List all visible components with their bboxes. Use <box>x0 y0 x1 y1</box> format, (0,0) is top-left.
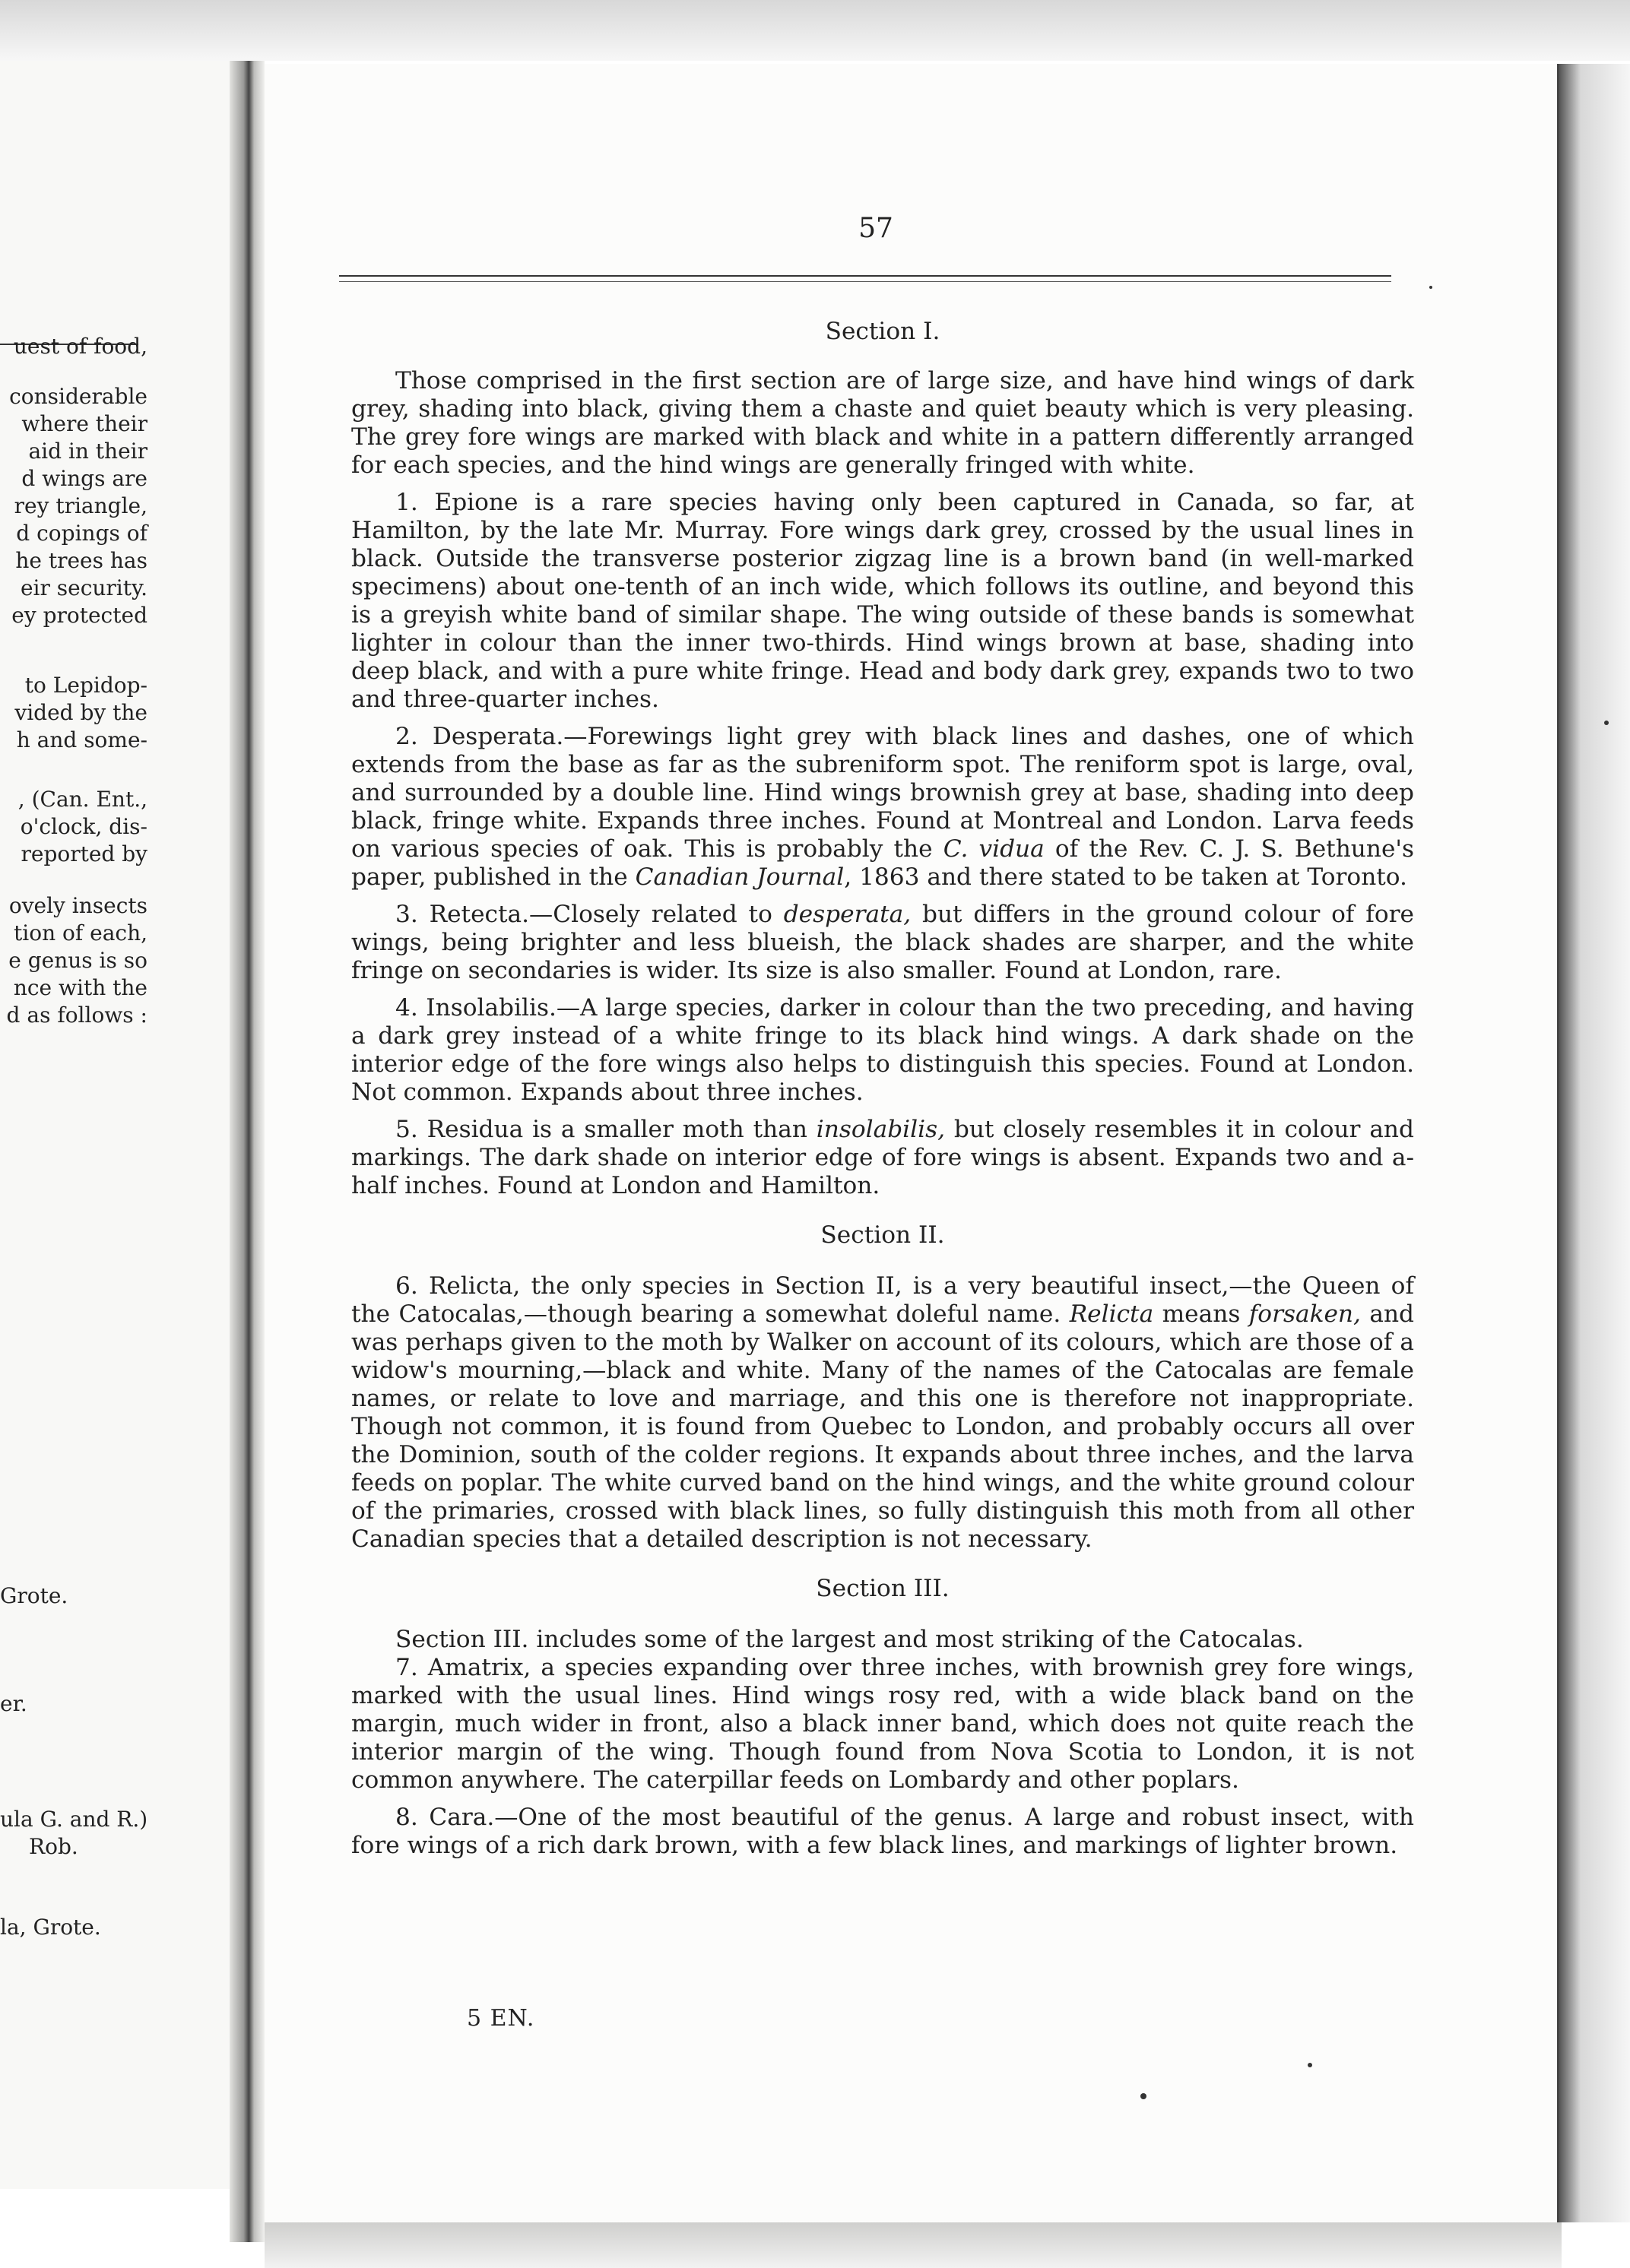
book-gutter <box>230 61 265 2242</box>
left-page-line: uest of food, <box>13 334 147 359</box>
left-page-line: nce with the <box>13 975 147 1000</box>
left-page-line: d as follows : <box>6 1003 147 1028</box>
header-rule <box>339 275 1391 282</box>
left-page-line: where their <box>21 411 147 436</box>
section-heading: Section I. <box>825 318 940 345</box>
dust-speck <box>1604 721 1609 725</box>
page-top-shadow <box>0 0 1630 61</box>
left-page-line: ula G. and R.) <box>0 1807 148 1832</box>
left-page-line: rey triangle, <box>14 493 147 518</box>
page-bottom-edge <box>265 2222 1562 2268</box>
dust-speck <box>1429 286 1432 289</box>
left-page-line: Rob. <box>29 1834 78 1859</box>
left-page-line: e genus is so <box>8 948 147 973</box>
paragraph: Those comprised in the first section are of large size, and have hind wings of dark grey, shading into black, giving them a chaste and quiet beauty which is very pleasing. The grey fore wings are marked with black and white in a pattern differently arranged for each species, and the hind wings are generally fringed with white. <box>351 367 1414 479</box>
paragraph: Section III. includes some of the largest and most striking of the Catocalas. <box>395 1626 1304 1653</box>
left-page-line: aid in their <box>28 439 147 464</box>
left-page-line: er. <box>0 1691 27 1716</box>
italic-term: C. vidua <box>943 835 1045 863</box>
section-heading: Section II. <box>820 1221 945 1249</box>
left-page-line: considerable <box>9 384 147 409</box>
species-paragraph: 2. Desperata.—Forewings light grey with black lines and dashes, one of which extends from the base as far as the subreniform spot. The reniform spot is large, oval, and surrounded by a double line. Hind wings brownish grey at base, shading into deep black, fringe white. Expands three inches. Found at Montreal and London. Larva feeds on various species of oak. This is probably the C. vidua of the Rev. C. J. S. Bethune's paper, published in the Canadian Journal, 1863 and there stated to be taken at Toronto. <box>351 723 1414 891</box>
left-page-line: d copings of <box>16 521 147 546</box>
dust-speck <box>1140 2093 1146 2099</box>
signature-mark: 5 EN. <box>467 2005 535 2032</box>
left-page-line: o'clock, dis- <box>20 814 147 839</box>
species-paragraph: 8. Cara.—One of the most beautiful of the genus. A large and robust insect, with fore wings of a rich dark brown, with a few black lines, and markings of lighter brown. <box>351 1804 1414 1859</box>
dust-speck <box>1308 2063 1312 2067</box>
italic-term: desperata, <box>783 901 912 928</box>
page-number: 57 <box>858 213 893 244</box>
species-paragraph: 6. Relicta, the only species in Section II, is a very beautiful insect,—the Queen of the Catocalas,—though bearing a somewhat doleful name. Relicta means forsaken, and was perhaps given to the moth by Walker on account of its colours, which are those of a widow's mourning,—black and white. Many of the names of the Catocalas are female names, or relate to love and marriage, and this one is therefore not inappropriate. Though not common, it is found from Quebec to London, and probably occurs all over the Dominion, south of the colder regions. It expands about three inches, and the larva feeds on poplar. The white curved band on the hind wings, and the white ground colour of the primaries, crossed with black lines, so fully distinguish this moth from all other Canadian species that a detailed description is not necessary. <box>351 1272 1414 1553</box>
left-page-line: he trees has <box>15 548 147 573</box>
species-paragraph: 5. Residua is a smaller moth than insolabilis, but closely resembles it in colour and markings. The dark shade on interior edge of fore wings is absent. Expands two and a-half inches. Found at London and Hamilton. <box>351 1116 1414 1199</box>
left-page-line: to Lepidop- <box>24 673 147 698</box>
left-page-line: d wings are <box>21 466 147 491</box>
left-page-line: , (Can. Ent., <box>17 787 147 812</box>
left-page-fragment <box>0 61 237 2189</box>
right-page-edge <box>1559 64 1630 2222</box>
left-page-line: la, Grote. <box>0 1915 101 1940</box>
left-page-line: tion of each, <box>14 920 147 946</box>
species-paragraph: 7. Amatrix, a species expanding over three inches, with brownish grey fore wings, marked with the usual lines. Hind wings rosy red, with a wide black band on the margin, much wider in front, also a black inner band, which does not quite reach the interior margin of the wing. Though found from Nova Scotia to London, it is not common anywhere. The caterpillar feeds on Lombardy and other poplars. <box>351 1654 1414 1794</box>
left-page-line: ey protected <box>11 603 147 628</box>
species-paragraph: 3. Retecta.—Closely related to desperata, but differs in the ground colour of fore wings, being brighter and less blueish, the black shades are sharper, and the white fringe on secondaries is wider. Its size is also smaller. Found at London, rare. <box>351 901 1414 984</box>
body-text-column <box>351 318 1414 1860</box>
left-page-line: ovely insects <box>8 893 147 918</box>
italic-term: forsaken, <box>1248 1300 1361 1328</box>
section-heading: Section III. <box>816 1575 950 1602</box>
species-paragraph: 1. Epione is a rare species having only been captured in Canada, so far, at Hamilton, by the late Mr. Murray. Fore wings dark grey, crossed by the usual lines in black. Outside the transverse posterior zigzag line is a brown band (in well-marked specimens) about one-tenth of an inch wide, which follows its outline, and beyond this is a greyish white band of similar shape. The wing outside of these bands is somewhat lighter in colour than the inner two-thirds. Hind wings brown at base, shading into deep black, and with a pure white fringe. Head and body dark grey, expands two to two and three-quarter inches. <box>351 489 1414 713</box>
left-page-line: vided by the <box>14 700 147 725</box>
left-page-line: reported by <box>21 841 147 866</box>
italic-term: insolabilis, <box>816 1116 945 1143</box>
left-page-line: Grote. <box>0 1583 68 1608</box>
italic-term: Relicta <box>1069 1300 1154 1328</box>
left-page-line: h and some- <box>16 727 147 752</box>
species-paragraph: 4. Insolabilis.—A large species, darker in colour than the two preceding, and having a dark grey instead of a white fringe to its black hind wings. A dark shade on the interior edge of the fore wings also helps to distinguish this species. Found at London. Not common. Expands about three inches. <box>351 994 1414 1106</box>
left-page-line: eir security. <box>20 575 147 600</box>
italic-title: Canadian Journal <box>635 863 845 891</box>
